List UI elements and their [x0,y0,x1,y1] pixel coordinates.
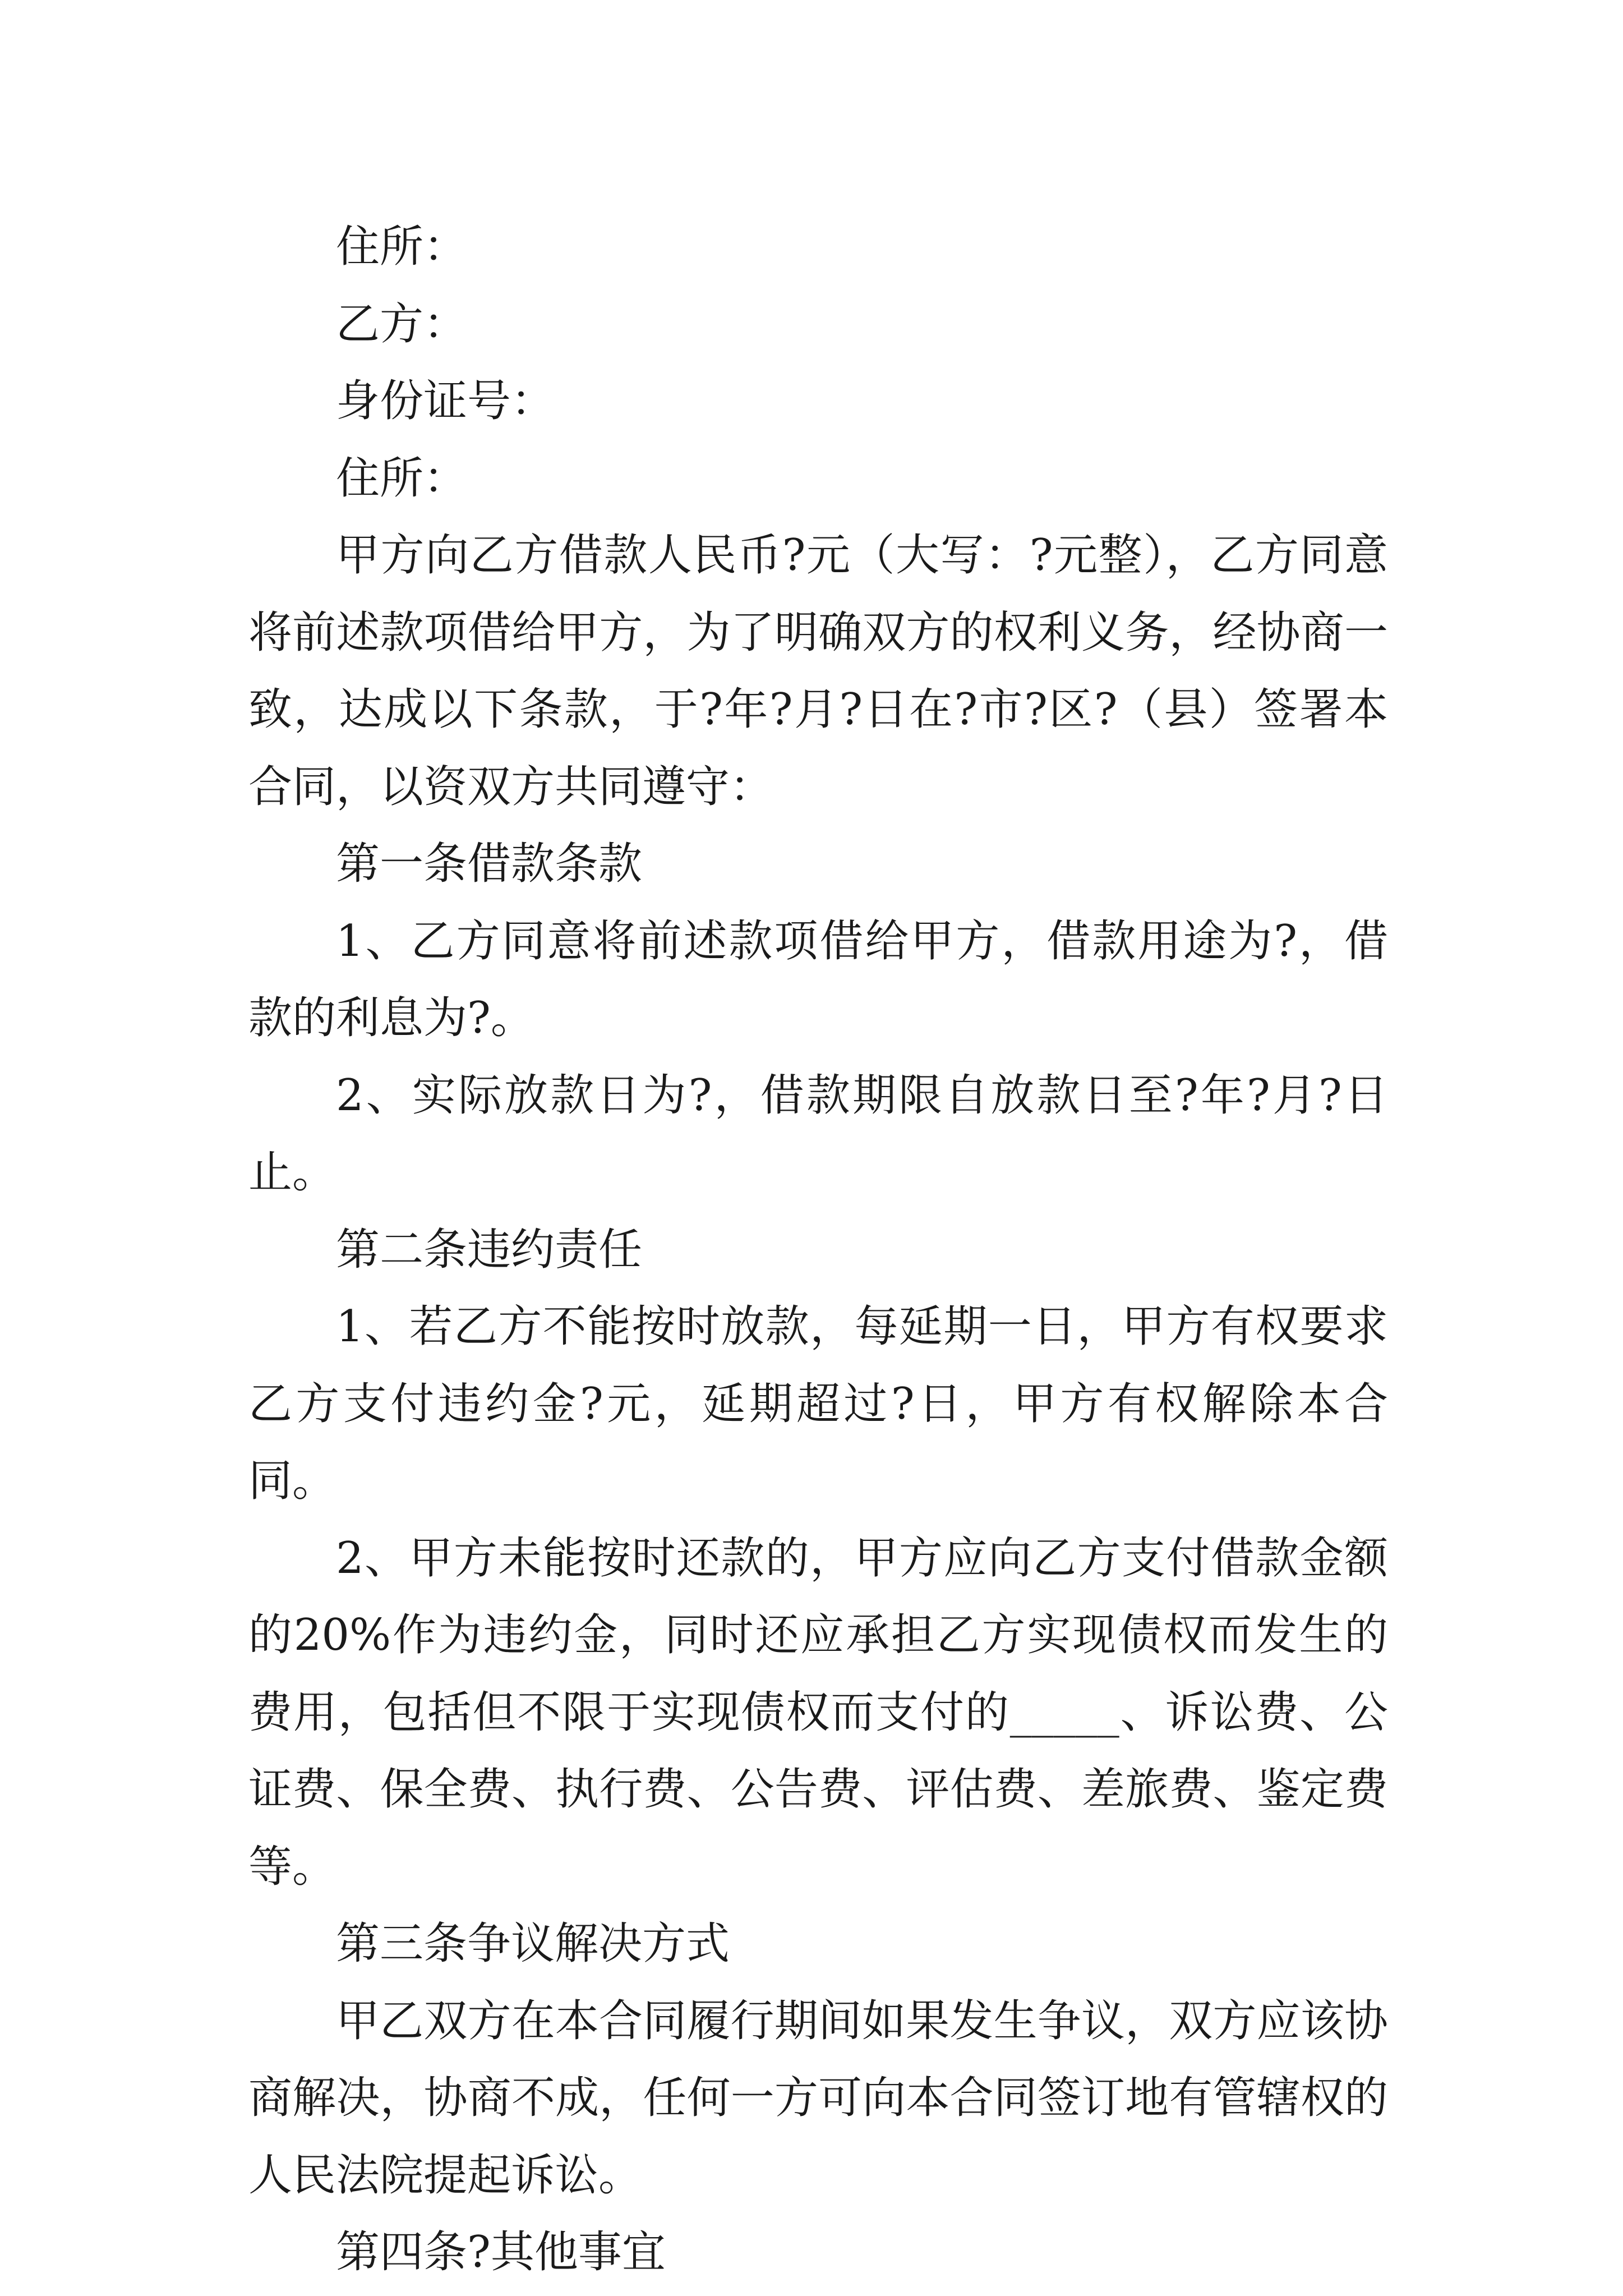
article-1-clause-2: 2、实际放款日为?，借款期限自放款日至?年?月?日止。 [248,1070,1388,1198]
id-number-line: 身份证号： [336,376,555,426]
party-b-line: 乙方： [336,298,468,349]
article-1-heading: 第一条借款条款 [336,839,643,889]
article-4-heading: 第四条?其他事宜 [336,2227,666,2277]
article-2-heading: 第二条违约责任 [336,1224,643,1275]
article-3-clause: 甲乙双方在本合同履行期间如果发生争议，双方应该协商解决，协商不成，任何一方可向本合同签订地有管辖权的人民法院提起诉讼。 [248,1995,1388,2201]
preamble-paragraph: 甲方向乙方借款人民币?元（大写：?元整），乙方同意将前述款项借给甲方，为了明确双方的权利义务，经协商一致，达成以下条款，于?年?月?日在?市?区?（县）签署本合同，以资双方共同遵守： [248,530,1388,812]
article-1-clause-1: 1、乙方同意将前述款项借给甲方，借款用途为?，借款的利息为?。 [248,915,1388,1043]
article-3-heading: 第三条争议解决方式 [336,1918,730,1969]
article-2-clause-1: 1、若乙方不能按时放款，每延期一日，甲方有权要求乙方支付违约金?元，延期超过?日，甲方有权解除本合同。 [248,1301,1388,1506]
party-a-address-line: 住所： [336,222,468,272]
article-2-clause-2: 2、甲方未能按时还款的，甲方应向乙方支付借款金额的20%作为违约金，同时还应承担乙方实现债权而发生的费用，包括但不限于实现债权而支付的_____、诉讼费、公证费、保全费、执行费、公告费、评估费、差旅费、鉴定费等。 [248,1533,1388,1892]
party-b-address-line: 住所： [336,453,468,504]
document-body [248,209,1388,2292]
